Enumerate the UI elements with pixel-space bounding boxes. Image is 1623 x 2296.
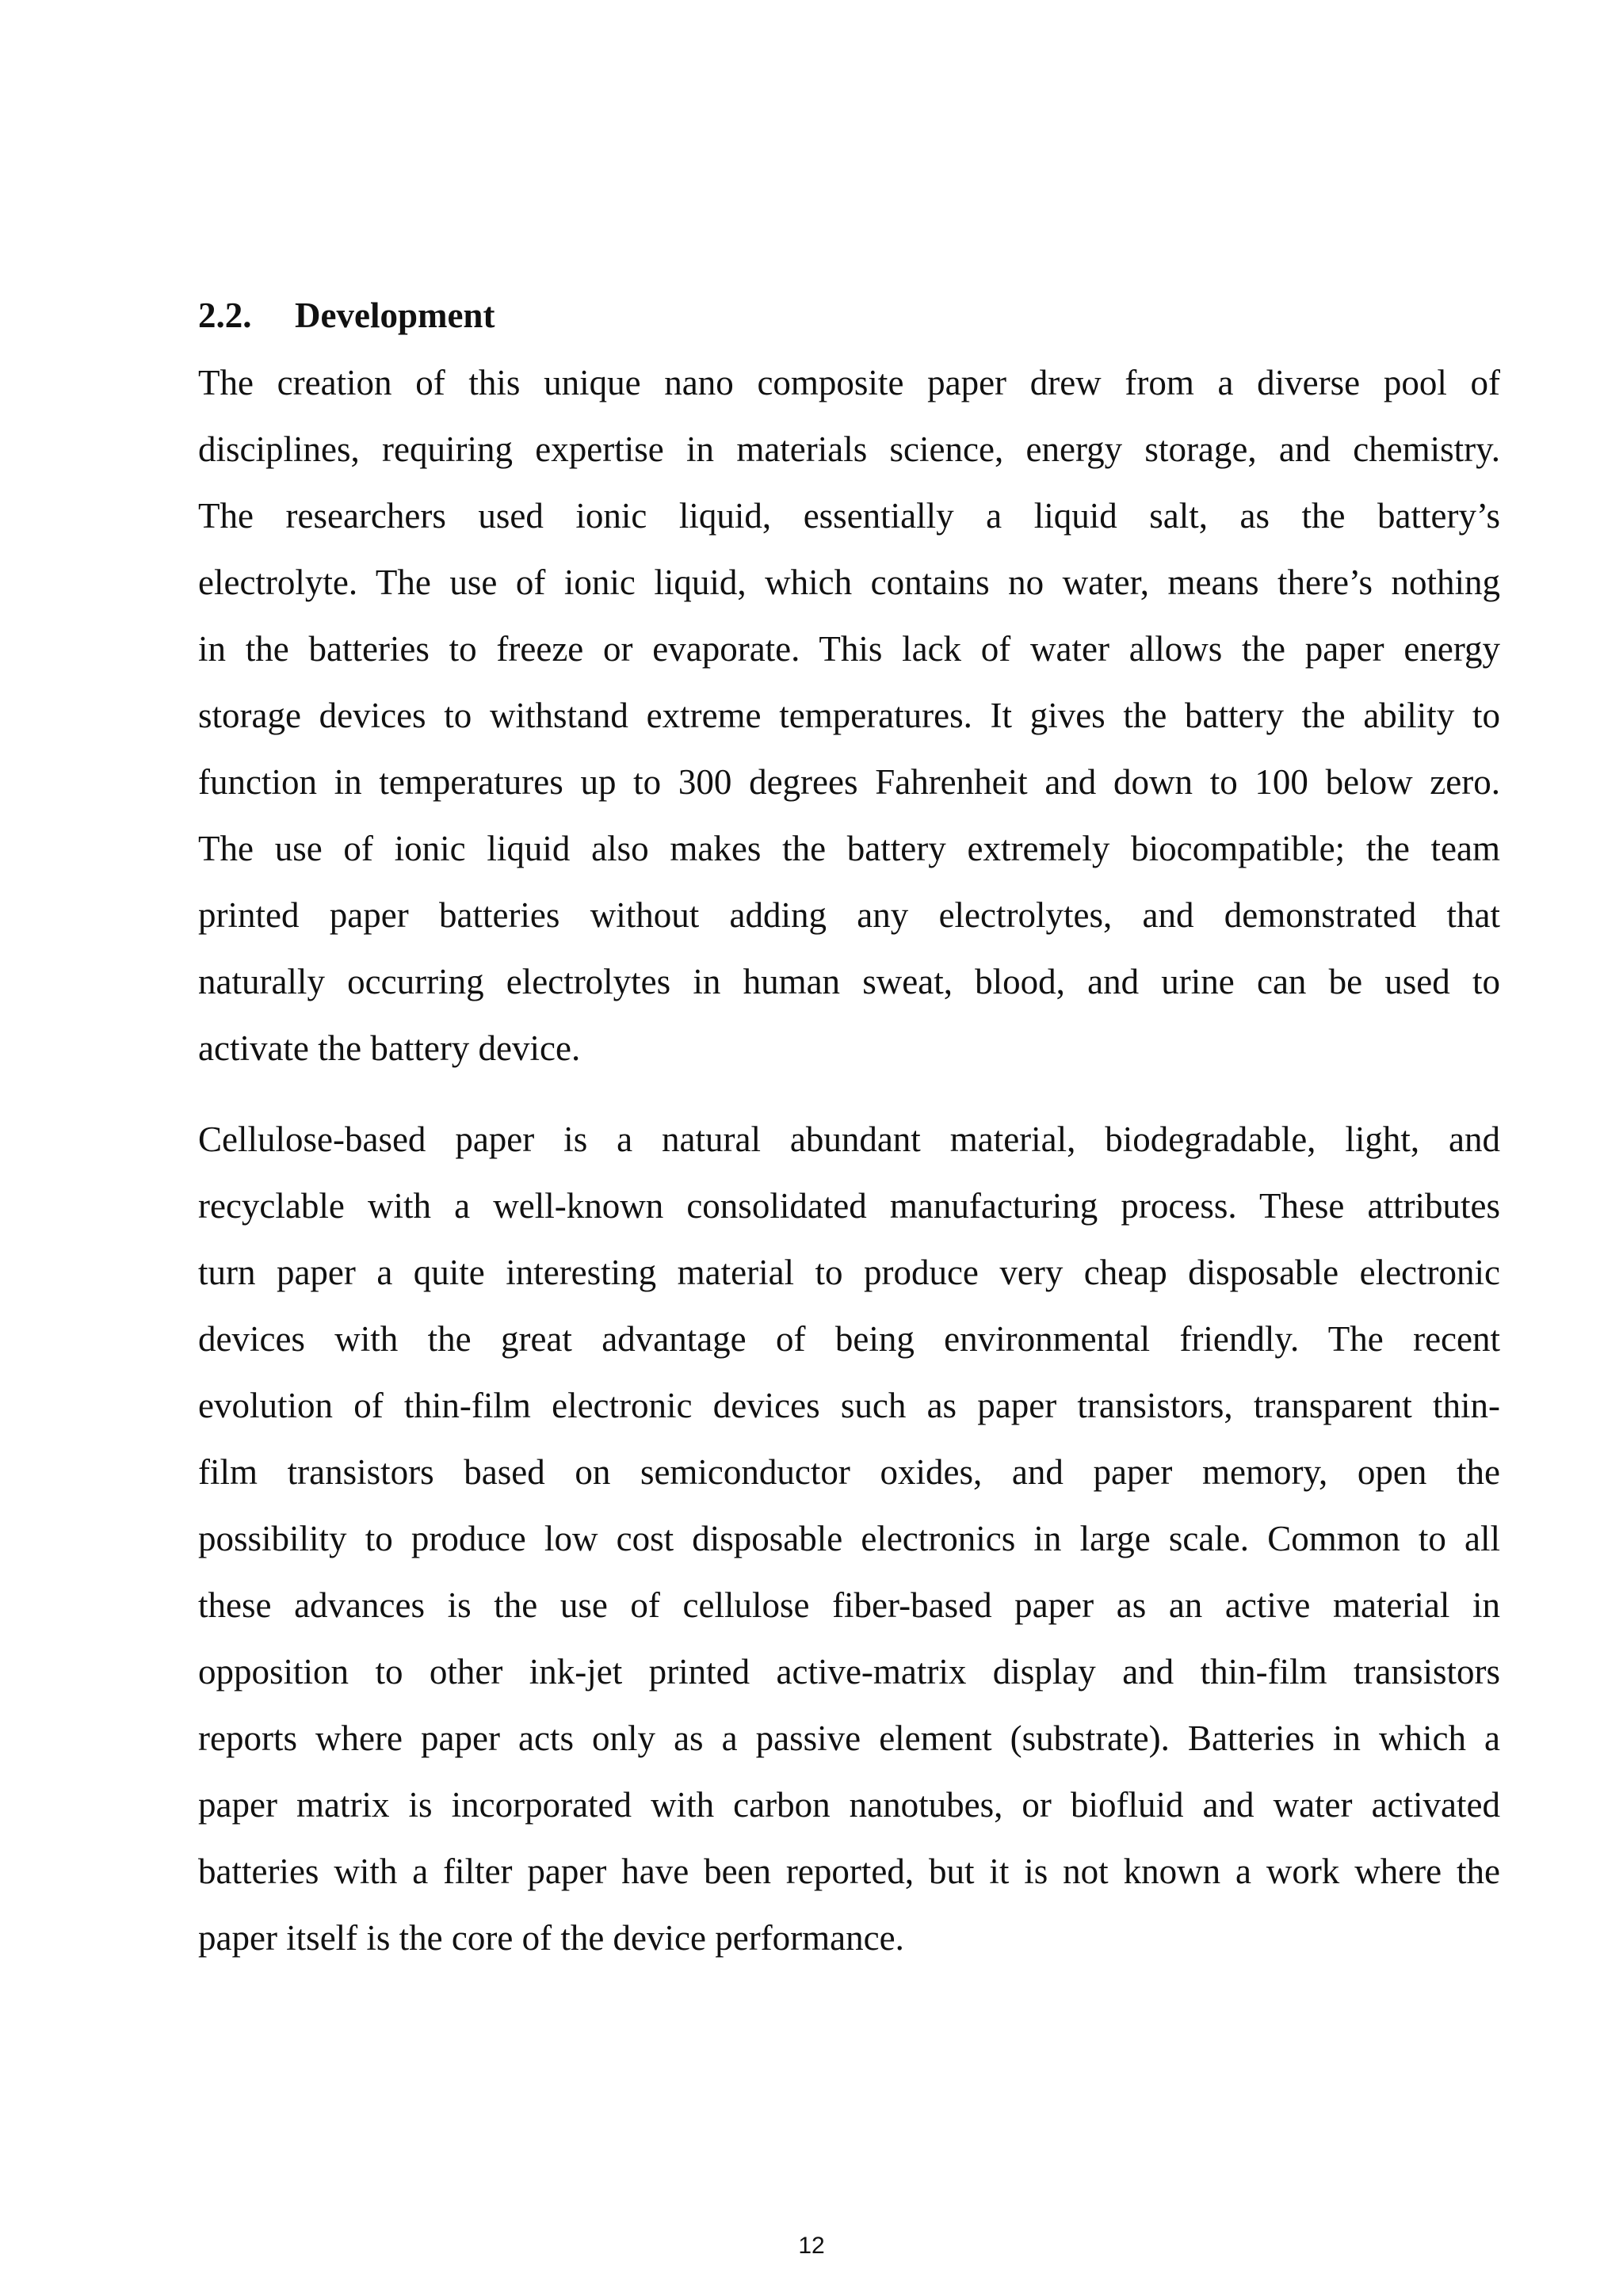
page-number: 12 xyxy=(798,2233,825,2259)
text-line: storage devices to withstand extreme temperatures. It gives the battery the ability to xyxy=(198,696,1500,735)
text-line: The use of ionic liquid also makes the battery extremely biocompatible; the team xyxy=(198,829,1500,868)
text-line: possibility to produce low cost disposable electronics in large scale. Common to all xyxy=(198,1519,1500,1558)
text-line: The creation of this unique nano composite paper drew from a diverse pool of xyxy=(198,363,1500,402)
text-line: batteries with a filter paper have been reported, but it is not known a work where the xyxy=(198,1852,1500,1891)
text-line: these advances is the use of cellulose fiber-based paper as an active material in xyxy=(198,1585,1500,1625)
text-line: Cellulose-based paper is a natural abundant material, biodegradable, light, and xyxy=(198,1119,1500,1159)
paragraph-cellulose xyxy=(198,1106,1500,1971)
text-line: turn paper a quite interesting material to produce very cheap disposable electronic xyxy=(198,1253,1500,1292)
text-line: The researchers used ionic liquid, essentially a liquid salt, as the battery’s xyxy=(198,496,1500,536)
paragraph-development xyxy=(198,349,1500,1081)
text-line: evolution of thin-film electronic devices such as paper transistors, transparent thin- xyxy=(198,1386,1500,1425)
text-line: paper matrix is incorporated with carbon nanotubes, or biofluid and water activated xyxy=(198,1785,1500,1825)
text-line: in the batteries to freeze or evaporate. This lack of water allows the paper energy xyxy=(198,629,1500,669)
text-line: printed paper batteries without adding any electrolytes, and demonstrated that xyxy=(198,895,1500,935)
text-line: electrolyte. The use of ionic liquid, which contains no water, means there’s nothing xyxy=(198,563,1500,602)
section-number: 2.2. xyxy=(198,296,252,335)
text-line: naturally occurring electrolytes in human sweat, blood, and urine can be used to xyxy=(198,962,1500,1001)
text-line: function in temperatures up to 300 degrees Fahrenheit and down to 100 below zero. xyxy=(198,762,1500,802)
text-line: opposition to other ink-jet printed active-matrix display and thin-film transistors xyxy=(198,1652,1500,1691)
text-line: activate the battery device. xyxy=(198,1028,581,1068)
text-line: devices with the great advantage of being environmental friendly. The recent xyxy=(198,1319,1500,1359)
text-line: film transistors based on semiconductor oxides, and paper memory, open the xyxy=(198,1452,1500,1492)
text-line: disciplines, requiring expertise in materials science, energy storage, and chemistry. xyxy=(198,429,1500,469)
text-line: reports where paper acts only as a passive element (substrate). Batteries in which a xyxy=(198,1718,1500,1758)
section-heading xyxy=(198,292,495,339)
section-title: Development xyxy=(295,296,495,335)
text-line: paper itself is the core of the device performance. xyxy=(198,1918,904,1958)
text-line: recyclable with a well-known consolidated manufacturing process. These attributes xyxy=(198,1186,1500,1226)
